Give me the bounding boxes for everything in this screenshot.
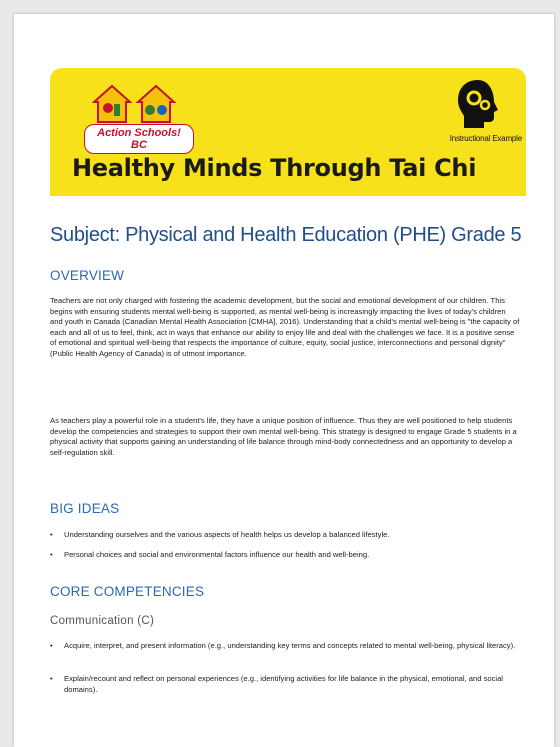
bullet-icon: • [50,641,53,650]
communication-subheading: Communication (C) [50,615,155,627]
core-item [50,674,520,695]
overview-heading: OVERVIEW [50,268,125,283]
subject-heading: Subject: Physical and Health Education (PHE) Grade 5 [50,224,522,246]
big-ideas-item [50,530,520,541]
document-page [14,14,554,747]
banner-title: Healthy Minds Through Tai Chi [72,154,477,182]
head-gears-icon [454,78,502,130]
bullet-icon: • [50,550,53,559]
big-ideas-item [50,550,520,561]
bullet-icon: • [50,674,53,683]
overview-paragraph-2: As teachers play a powerful role in a student's life, they have a unique position of influence. Thus they are well positioned to help students develop the competencies and strategies to support their own mental well-being. This strategy is designed to engage Grade 5 students in a physical activity that supports gaining an understanding of life balance through mind-body connectedness and an opportunity to develop a self-regulation skill. [50,416,517,457]
instructional-example-label: Instructional Example [449,134,522,143]
bullet-text: Personal choices and social and environmental factors influence our health and well-being. [64,550,370,559]
overview-paragraph-1: Teachers are not only charged with fostering the academic development, but the social and emotional development of our children. This begins with ensuring students mental well-being is supported, as mental well-being is increasingly impacting the lives of today's children and youth in Canada (Canadian Mental Health Association [CMHA], 2016). Understanding that a child's mental well-being is "the capacity of each and all of us to feel, think, act in ways that enhance our ability to enjoy life and deal with the challenges we face. It is a positive sense of emotional and spiritual well-being that respects the importance of culture, equity, social justice, interconnections and personal dignity" (Public Health Agency of Canada) is of utmost importance. [50,296,520,358]
core-competencies-heading: CORE COMPETENCIES [50,584,205,599]
action-schools-logo [84,78,184,151]
title-banner [50,68,526,196]
house-left-icon [92,84,132,124]
bullet-text: Acquire, interpret, and present information (e.g., understanding key terms and concepts related to mental well-being, physical literacy). [64,641,516,650]
house-right-icon [136,84,176,124]
bullet-text: Understanding ourselves and the various aspects of health helps us develop a balanced lifestyle. [64,530,390,539]
bullet-text: Explain/recount and reflect on personal experiences (e.g., identifying activities for life balance in the physical, emotional, and social domains). [64,674,503,694]
logo-wordmark: Action Schools! BC [84,124,194,154]
bullet-icon: • [50,530,53,539]
core-item [50,641,520,652]
big-ideas-heading: BIG IDEAS [50,501,120,516]
